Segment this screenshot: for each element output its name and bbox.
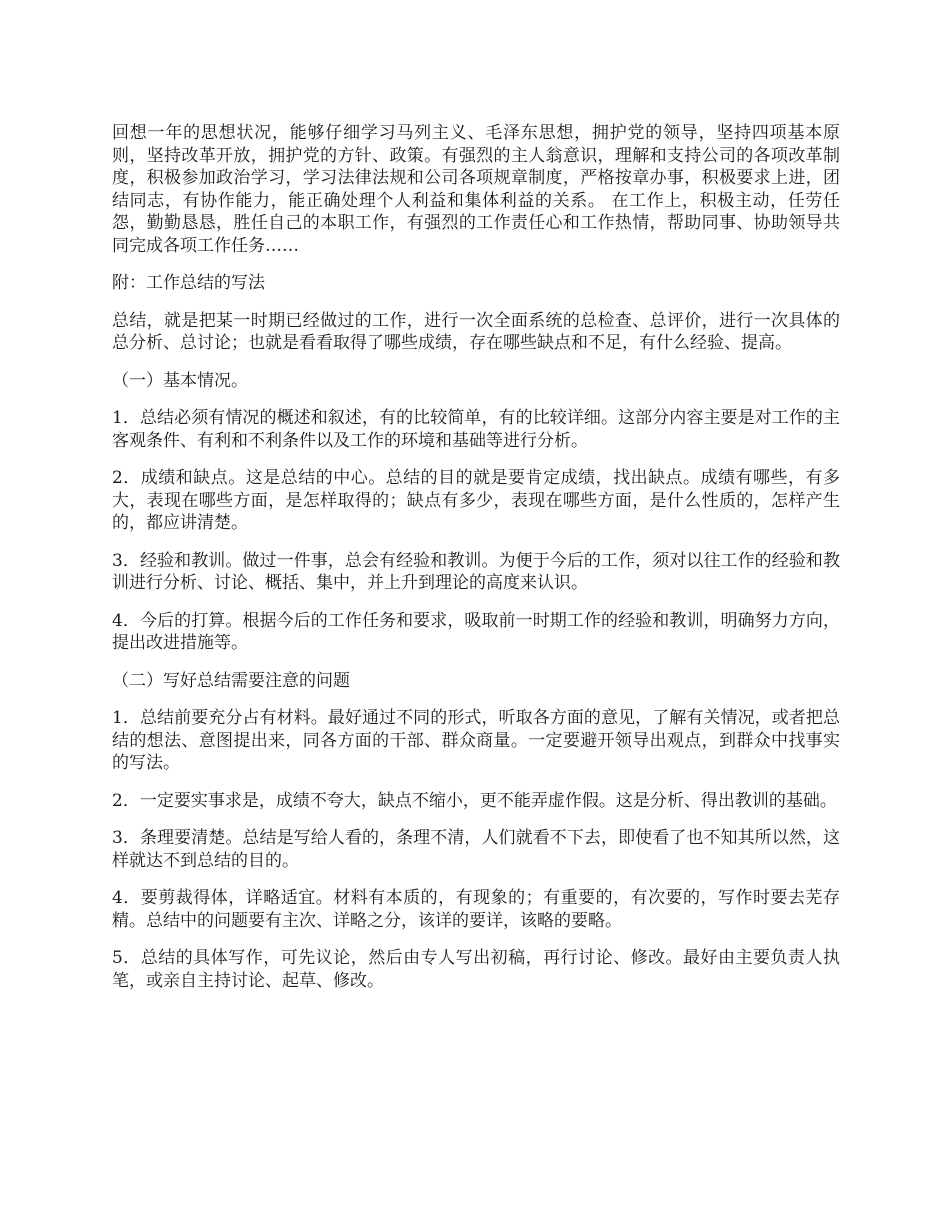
document-page [112, 122, 840, 1007]
section2-item-4: 4．要剪裁得体，详略适宜。材料有本质的，有现象的；有重要的，有次要的，写作时要去芜存精。总结中的问题要有主次、详略之分，该详的要详，该略的要略。 [112, 888, 840, 931]
section2-heading: （二）写好总结需要注意的问题 [112, 670, 350, 691]
intro-paragraph: 回想一年的思想状况，能够仔细学习马列主义、毛泽东思想，拥护党的领导，坚持四项基本原则，坚持改革开放，拥护党的方针、政策。有强烈的主人翁意识，理解和支持公司的各项改革制度，积极参加政治学习，学习法律法规和公司各项规章制度，严格按章办事，积极要求上进，团结同志，有协作能力，能正确处理个人利益和集体利益的关系。 在工作上，积极主动，任劳任怨，勤勤恳恳，胜任自己的本职工作，有强烈的工作责任心和工作热情，帮助同事、协助领导共同完成各项工作任务…… [112, 123, 840, 256]
section1-heading: （一）基本情况。 [112, 370, 248, 391]
section2-item-2: 2．一定要实事求是，成绩不夸大，缺点不缩小，更不能弄虚作假。这是分析、得出教训的基础。 [112, 790, 837, 811]
section2-item-3: 3．条理要清楚。总结是写给人看的，条理不清，人们就看不下去，即使看了也不知其所以然，这样就达不到总结的目的。 [112, 828, 840, 871]
section1-item-4: 4．今后的打算。根据今后的工作任务和要求，吸取前一时期工作的经验和教训，明确努力方向，提出改进措施等。 [112, 610, 840, 653]
section1-item-2: 2．成绩和缺点。这是总结的中心。总结的目的就是要肯定成绩，找出缺点。成绩有哪些，有多大，表现在哪些方面，是怎样取得的；缺点有多少，表现在哪些方面，是什么性质的，怎样产生的，都应讲清楚。 [112, 468, 840, 533]
appendix-title: 附：工作总结的写法 [112, 273, 265, 293]
section1-item-1: 1．总结必须有情况的概述和叙述，有的比较简单，有的比较详细。这部分内容主要是对工作的主客观条件、有利和不利条件以及工作的环境和基础等进行分析。 [112, 408, 840, 451]
section2-item-5: 5．总结的具体写作，可先议论，然后由专人写出初稿，再行讨论、修改。最好由主要负责人执笔，或亲自主持讨论、起草、修改。 [112, 948, 840, 991]
definition-paragraph: 总结，就是把某一时期已经做过的工作，进行一次全面系统的总检查、总评价，进行一次具体的总分析、总讨论；也就是看看取得了哪些成绩，存在哪些缺点和不足，有什么经验、提高。 [112, 310, 840, 353]
section2-item-1: 1．总结前要充分占有材料。最好通过不同的形式，听取各方面的意见，了解有关情况，或者把总结的想法、意图提出来，同各方面的干部、群众商量。一定要避开领导出观点，到群众中找事实的写法。 [112, 708, 840, 773]
section1-item-3: 3．经验和教训。做过一件事，总会有经验和教训。为便于今后的工作，须对以往工作的经验和教训进行分析、讨论、概括、集中，并上升到理论的高度来认识。 [112, 550, 840, 593]
